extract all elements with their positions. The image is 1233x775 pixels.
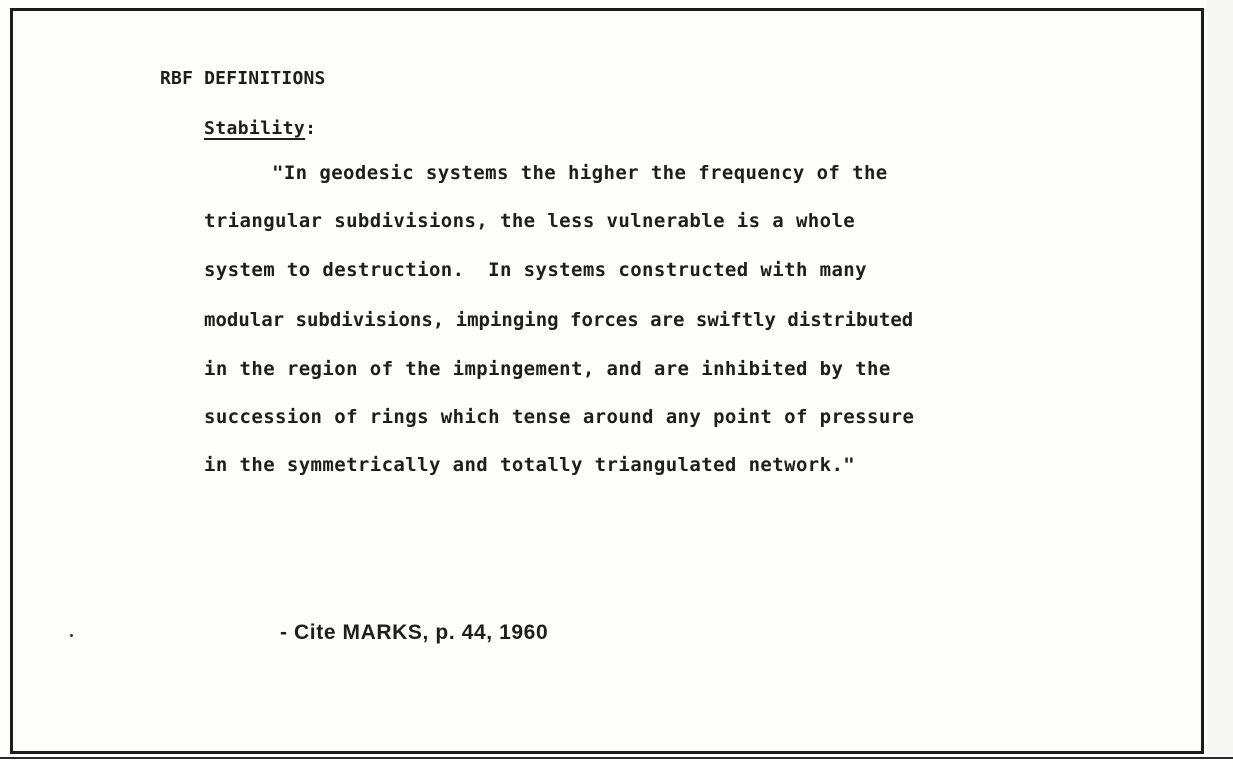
section-title-colon: : [305, 118, 317, 139]
quote-line: in the region of the impingement, and are inhibited by the [204, 358, 891, 380]
document-heading: RBF DEFINITIONS [160, 68, 326, 89]
quote-line: system to destruction. In systems constructed with many [204, 259, 867, 281]
quote-line: in the symmetrically and totally triangulated network." [204, 454, 856, 476]
card-border [10, 8, 1204, 754]
citation: - Cite MARKS, p. 44, 1960 [280, 621, 549, 644]
section-title [204, 118, 316, 139]
quote-line: "In geodesic systems the higher the frequency of the [272, 162, 888, 184]
bottom-rule [0, 757, 1233, 775]
scan-speck [70, 634, 73, 637]
page-margin [1207, 0, 1233, 775]
section-title-text: Stability [204, 118, 306, 139]
quote-line: succession of rings which tense around any point of pressure [204, 406, 915, 428]
quote-line: modular subdivisions, impinging forces are swiftly distributed [204, 309, 914, 331]
quote-line: triangular subdivisions, the less vulnerable is a whole [204, 210, 856, 232]
